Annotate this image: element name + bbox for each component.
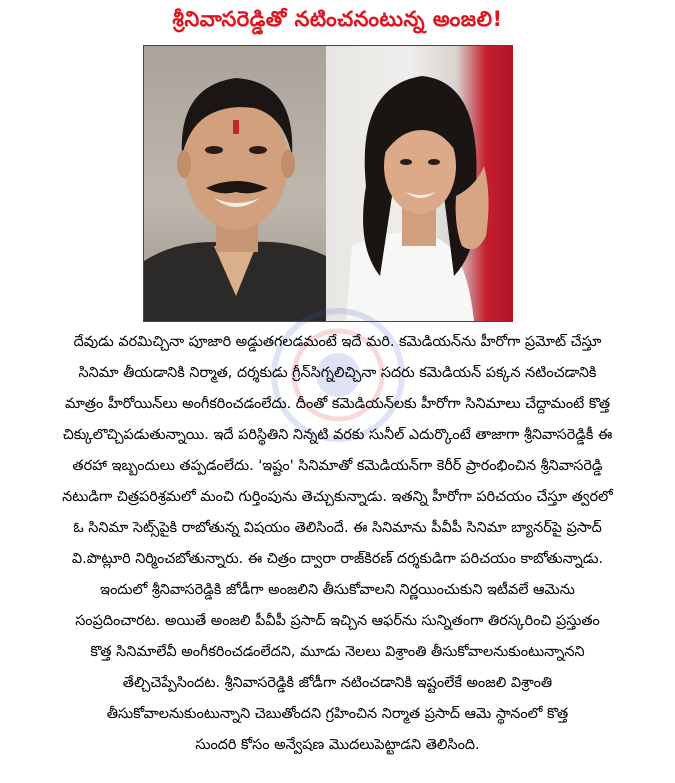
- article-paragraph-line: తేల్చిచెప్పేసిందట. శ్రీనివాసరెడ్డికి జోడీగా నటించడానికి ఇష్టంలేకే అంజలి విశ్రాంతి: [122, 675, 553, 691]
- headline-bar: [0, 0, 675, 44]
- actor-photo: [144, 46, 326, 321]
- article-paragraph-line: ఓ సినిమా సెట్స్‌పైకి రాబోతున్న విషయం తెలిసిందే. ఈ సినిమాను పీవీపీ సినిమా బ్యానర్‌పై ప్రసాద్: [73, 520, 602, 536]
- article-paragraph-line: చిక్కులొచ్చిపడుతున్నాయి. ఇదే పరిస్థితిని నిన్నటి వరకు సునీల్ ఎదుర్కొంటే తాజాగా శ్రీనివాసరెడ్డికీ ఈ: [62, 427, 613, 443]
- article-paragraph-line: సినిమా తీయడానికి నిర్మాత, దర్శకుడు గ్రీన్‌సిగ్నలిచ్చినా సదరు కమెడియన్ పక్కన నటించడానికి: [78, 365, 597, 381]
- article-headline: శ్రీనివాసరెడ్డితో నటించనంటున్న అంజలి!: [172, 7, 503, 31]
- article-paragraph-line: సంప్రదించారట. అయితే అంజలి పీవీపీ ప్రసాద్ ఇచ్చిన ఆఫర్‌ను సున్నితంగా తిరస్కరించి ప్రస్తుతం: [75, 613, 600, 629]
- article-paragraph-line: మాత్రం హీరోయిన్‌లు అంగీకరించడంలేదు. దీంతో కమెడియన్‌లకు హీరోగా సినిమాలు చేద్దామంటే కొత్త: [64, 396, 611, 412]
- article-paragraph-line: తీసుకోవాలనుకుంటున్నాని చెబుతోందని గ్రహించిన నిర్మాత ప్రసాద్ ఆమె స్థానంలో కొత్త: [106, 706, 569, 722]
- article-paragraph-line: వి.పొట్లూరి నిర్మించబోతున్నారు. ఈ చిత్రం ద్వారా రాజ్‌కిరణ్ దర్శకుడిగా పరిచయం కాబోతున్నాడు.: [71, 551, 604, 567]
- article-paragraph-line: సుందరి కోసం అన్వేషణ మొదలుపెట్టాడని తెలిసింది.: [195, 737, 480, 753]
- article-paragraph-line: ఇందులో శ్రీనివాసరెడ్డికి జోడీగా అంజలిని తీసుకోవాలని నిర్ణయించుకుని ఇటీవలే ఆమెను: [100, 582, 575, 598]
- article-paragraph-line: తరహా ఇబ్బందులు తప్పడంలేదు. 'ఇష్టం' సినిమాతో కమెడియన్‌గా కెరీర్ ప్రారంభించిన శ్రీనివాసరెడ్డి: [72, 458, 603, 474]
- article-paragraph-line: దేవుడు వరమిచ్చినా పూజారి అడ్డుతగలడమంటే ఇదే మరి. కమెడియన్‌ను హీరోగా ప్రమోట్ చేస్తూ: [73, 334, 602, 350]
- article-paragraph-line: నటుడిగా చిత్రపరిశ్రమలో మంచి గుర్తింపును తెచ్చుకున్నాడు. ఇతన్ని హీరోగా పరిచయం చేస్తూ త్వరలో: [62, 489, 613, 505]
- actress-photo: [326, 46, 512, 321]
- article-body: [12, 327, 663, 761]
- article-photo: [143, 45, 513, 322]
- article-paragraph-line: కొత్త సినిమాలేవీ అంగీకరించడంలేదని, మూడు నెలలు విశ్రాంతి తీసుకోవాలనుకుంటున్నానని: [90, 644, 585, 660]
